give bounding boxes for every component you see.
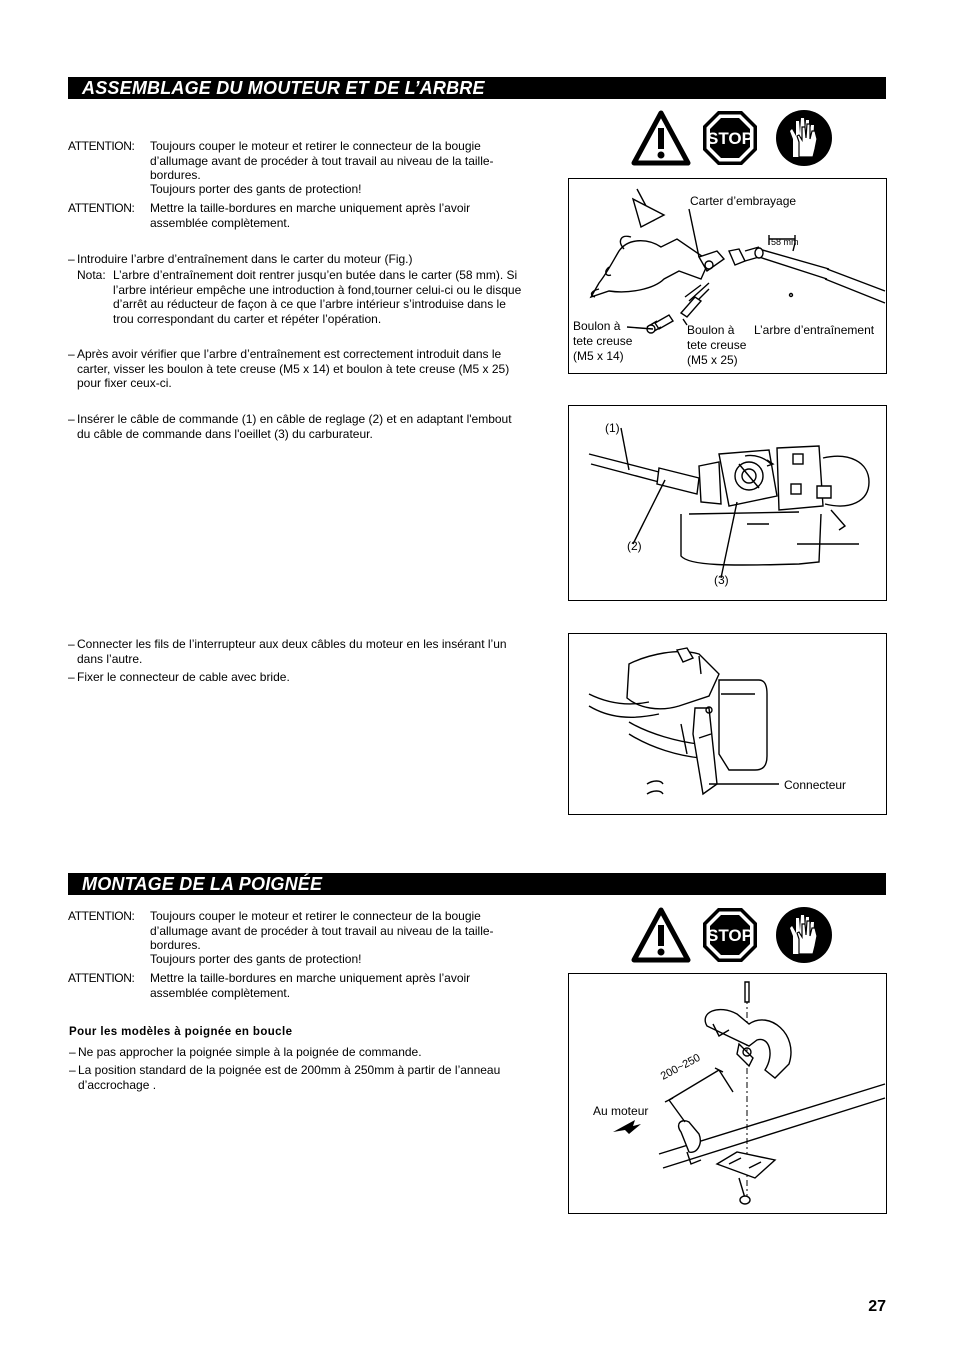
warning-triangle-icon (631, 907, 691, 963)
bullet-dash: – (68, 637, 75, 651)
label-bolt-left: tete creuse (573, 334, 633, 348)
label-dimension: 58 mm (771, 237, 799, 247)
warning-triangle-icon (631, 110, 691, 166)
section-title: MONTAGE DE LA POIGNÉE (82, 874, 323, 894)
bullet-dash: – (69, 1045, 76, 1059)
label-2: (2) (627, 539, 642, 553)
label-bolt-left: (M5 x 14) (573, 349, 624, 363)
section-title: ASSEMBLAGE DU MOUTEUR ET DE L’ARBRE (82, 78, 485, 98)
attention-text: Mettre la taille-bordures en marche uniquement après l’avoir assemblée complètement. (150, 201, 471, 230)
attention-label: ATTENTION: (68, 971, 135, 985)
gloves-icon (775, 109, 833, 167)
stop-text: STOP (707, 926, 753, 945)
attention-label: ATTENTION: (68, 139, 135, 153)
label-connector: Connecteur (784, 778, 847, 792)
step-text: Ne pas approcher la poignée simple à la poignée de commande. (78, 1045, 422, 1059)
label-carter: Carter d’embrayage (690, 194, 797, 208)
subheading: Pour les modèles à poignée en boucle (69, 1026, 293, 1038)
label-range: 200~250 (658, 1051, 703, 1083)
gloves-icon (775, 906, 833, 964)
stop-text: STOP (707, 129, 753, 148)
bullet-dash: – (68, 670, 75, 684)
label-bolt-right: (M5 x 25) (687, 353, 738, 367)
attention-text: Toujours couper le moteur et retirer le connecteur de la bougie d’allumage avant de procéder à tout travail au niveau de la taille-bordures. (150, 139, 494, 183)
nota-text: L’arbre d’entraînement doit rentrer jusqu’en butée dans le carter (58 mm). Si l’arbre intérieur empêche une introduction à fond,tourner celui-ci ou le disque d’arrêt au réducteur de façon à ce que l’arbre intérieur s’introduise dans le trou correspondant du carter et répéter l’opération. (113, 268, 525, 326)
section-title-bar (68, 77, 886, 99)
attention-label: ATTENTION: (68, 909, 135, 923)
attention-text-gloves: Toujours porter des gants de protection! (150, 952, 362, 966)
stop-sign-icon (701, 109, 759, 167)
label-bolt-right: tete creuse (687, 338, 747, 352)
label-bolt-left: Boulon à (573, 319, 621, 333)
figure-shaft-assembly (568, 178, 887, 374)
label-bolt-right: Boulon à (687, 323, 735, 337)
bullet-dash: – (68, 412, 75, 426)
label-1: (1) (605, 421, 620, 435)
bullet-dash: – (69, 1063, 76, 1077)
attention-text: Toujours couper le moteur et retirer le connecteur de la bougie d’allumage avant de procéder à tout travail au niveau de la taille-bordures. (150, 909, 494, 953)
step-text: La position standard de la poignée est de 200mm à 250mm à partir de l’anneau d’accrochage . (78, 1063, 504, 1092)
label-3: (3) (714, 573, 729, 587)
figure-loop-handle (568, 973, 887, 1214)
label-to-motor: Au moteur (593, 1104, 649, 1118)
nota-label: Nota: (77, 268, 106, 282)
figure-connector (568, 633, 887, 815)
step-text: Insérer le câble de commande (1) en câble de reglage (2) et en adaptant l'embout du câble de commande dans l'oeillet (3) du carburateur. (77, 412, 515, 441)
bullet-dash: – (68, 252, 75, 266)
attention-label: ATTENTION: (68, 201, 135, 215)
loop-handle-drawing (569, 974, 886, 1213)
section-title-bar (68, 873, 886, 895)
page-number: 27 (868, 1298, 886, 1315)
step-text: Fixer le connecteur de cable avec bride. (77, 670, 290, 684)
label-drive-shaft: L’arbre d’entraînement (754, 323, 875, 337)
attention-text: Mettre la taille-bordures en marche uniquement après l’avoir assemblée complètement. (150, 971, 471, 1000)
stop-sign-icon (701, 906, 759, 964)
step-text: Connecter les fils de l’interrupteur aux deux câbles du moteur en les insérant l’un dans l’autre. (77, 637, 510, 666)
step-text: Introduire l’arbre d’entraînement dans le carter du moteur (Fig.) (77, 252, 413, 266)
attention-text-gloves: Toujours porter des gants de protection! (150, 182, 362, 196)
step-text: Après avoir vérifier que l’arbre d’entraînement est correctement introduit dans le carter, visser les boulon à tete creuse (M5 x 14) et boulon à tete creuse (M5 x 25) pour fixer ceux-ci. (77, 347, 513, 391)
bullet-dash: – (68, 347, 75, 361)
figure-throttle-cable (568, 405, 887, 601)
